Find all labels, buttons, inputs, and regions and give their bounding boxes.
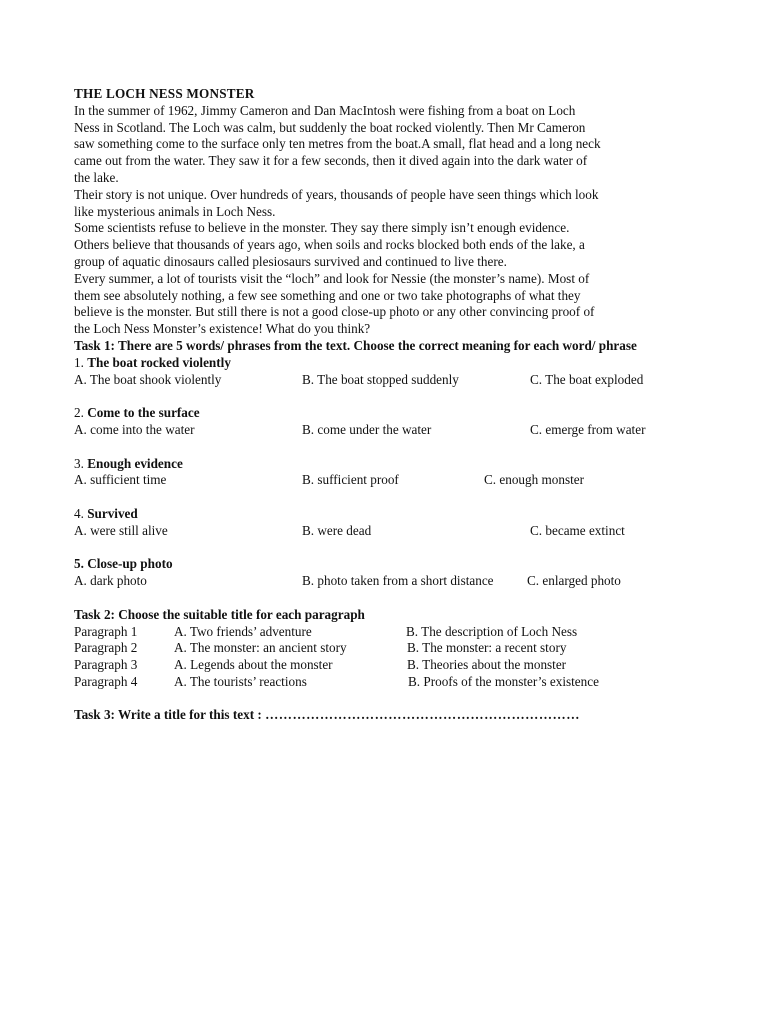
passage-line: the lake. xyxy=(74,169,119,185)
question-3 xyxy=(74,456,754,473)
title-option-a[interactable]: A. The monster: an ancient story xyxy=(174,640,347,656)
options-2 xyxy=(74,422,754,439)
page-title: THE LOCH NESS MONSTER xyxy=(74,86,255,101)
option-a[interactable]: A. sufficient time xyxy=(74,472,167,488)
passage-line: like mysterious animals in Loch Ness. xyxy=(74,203,276,219)
option-c[interactable]: C. The boat exploded xyxy=(530,371,644,387)
option-c[interactable]: C. enough monster xyxy=(484,472,584,488)
title-option-b[interactable]: B. The monster: a recent story xyxy=(407,640,567,656)
paragraph-row xyxy=(74,657,754,674)
question-5 xyxy=(74,556,754,573)
task1-heading: Task 1: There are 5 words/ phrases from the text. Choose the correct meaning for each word/ phrase xyxy=(74,337,637,353)
title-option-b[interactable]: B. Proofs of the monster’s existence xyxy=(408,673,599,689)
option-a[interactable]: A. were still alive xyxy=(74,522,168,538)
passage-line: group of aquatic dinosaurs called plesiosaurs survived and continued to live there. xyxy=(74,253,507,269)
question-term: Close-up photo xyxy=(87,556,173,572)
option-c[interactable]: C. emerge from water xyxy=(530,421,646,437)
question-term: The boat rocked violently xyxy=(87,354,231,370)
title-option-a[interactable]: A. The tourists’ reactions xyxy=(174,673,307,689)
title-option-b[interactable]: B. The description of Loch Ness xyxy=(406,623,578,639)
question-term: Enough evidence xyxy=(87,455,183,471)
passage-line: believe is the monster. But still there is not a good close-up photo or any other convincing proof of xyxy=(74,304,595,320)
question-number: 3. xyxy=(74,455,84,471)
option-a[interactable]: A. come into the water xyxy=(74,421,195,437)
option-b[interactable]: B. photo taken from a short distance xyxy=(302,573,494,589)
question-term: Come to the surface xyxy=(87,405,200,421)
paragraph-label: Paragraph 4 xyxy=(74,673,138,689)
option-b[interactable]: B. The boat stopped suddenly xyxy=(302,371,459,387)
option-b[interactable]: B. sufficient proof xyxy=(302,472,399,488)
reading-passage xyxy=(74,103,754,338)
question-number: 4. xyxy=(74,505,84,521)
passage-line: Ness in Scotland. The Loch was calm, but suddenly the boat rocked violently. Then Mr Cameron xyxy=(74,119,586,135)
worksheet xyxy=(74,86,754,723)
options-1 xyxy=(74,372,754,389)
option-a[interactable]: A. dark photo xyxy=(74,573,147,589)
paragraph-row xyxy=(74,640,754,657)
paragraph-label: Paragraph 1 xyxy=(74,623,138,639)
question-1 xyxy=(74,355,754,372)
option-c[interactable]: C. became extinct xyxy=(530,522,625,538)
task3 xyxy=(74,707,754,724)
task2-heading: Task 2: Choose the suitable title for each paragraph xyxy=(74,606,365,622)
task3-answer-blank[interactable]: …………………………………………………………… xyxy=(265,706,580,722)
option-c[interactable]: C. enlarged photo xyxy=(527,573,621,589)
question-term: Survived xyxy=(87,505,138,521)
passage-line: came out from the water. They saw it for a few seconds, then it dived again into the dark water of xyxy=(74,153,588,169)
paragraph-row xyxy=(74,674,754,691)
question-number: 1. xyxy=(74,354,84,370)
passage-line: saw something come to the surface only ten metres from the boat.A small, flat head and a long neck xyxy=(74,136,601,152)
paragraph-label: Paragraph 2 xyxy=(74,640,138,656)
options-4 xyxy=(74,523,754,540)
passage-line: Every summer, a lot of tourists visit the “loch” and look for Nessie (the monster’s name). Most of xyxy=(74,270,590,286)
title-option-b[interactable]: B. Theories about the monster xyxy=(407,657,567,673)
passage-line: them see absolutely nothing, a few see something and one or two take photographs of what they xyxy=(74,287,581,303)
paragraph-row xyxy=(74,624,754,641)
option-a[interactable]: A. The boat shook violently xyxy=(74,371,222,387)
passage-line: In the summer of 1962, Jimmy Cameron and Dan MacIntosh were fishing from a boat on Loch xyxy=(74,102,576,118)
question-4 xyxy=(74,506,754,523)
title-option-a[interactable]: A. Two friends’ adventure xyxy=(174,623,312,639)
option-b[interactable]: B. were dead xyxy=(302,522,372,538)
passage-line: Some scientists refuse to believe in the monster. They say there simply isn’t enough evidence. xyxy=(74,220,570,236)
question-2 xyxy=(74,405,754,422)
options-3 xyxy=(74,472,754,489)
title-option-a[interactable]: A. Legends about the monster xyxy=(174,657,333,673)
question-number: 2. xyxy=(74,405,84,421)
option-b[interactable]: B. come under the water xyxy=(302,421,432,437)
passage-line: Others believe that thousands of years ago, when soils and rocks blocked both ends of the lake, a xyxy=(74,237,585,253)
passage-line: the Loch Ness Monster’s existence! What do you think? xyxy=(74,321,371,337)
paragraph-label: Paragraph 3 xyxy=(74,657,138,673)
question-number: 5. xyxy=(74,556,84,572)
passage-line: Their story is not unique. Over hundreds of years, thousands of people have seen things which look xyxy=(74,186,599,202)
options-5 xyxy=(74,573,754,590)
task3-heading: Task 3: Write a title for this text : xyxy=(74,706,266,722)
